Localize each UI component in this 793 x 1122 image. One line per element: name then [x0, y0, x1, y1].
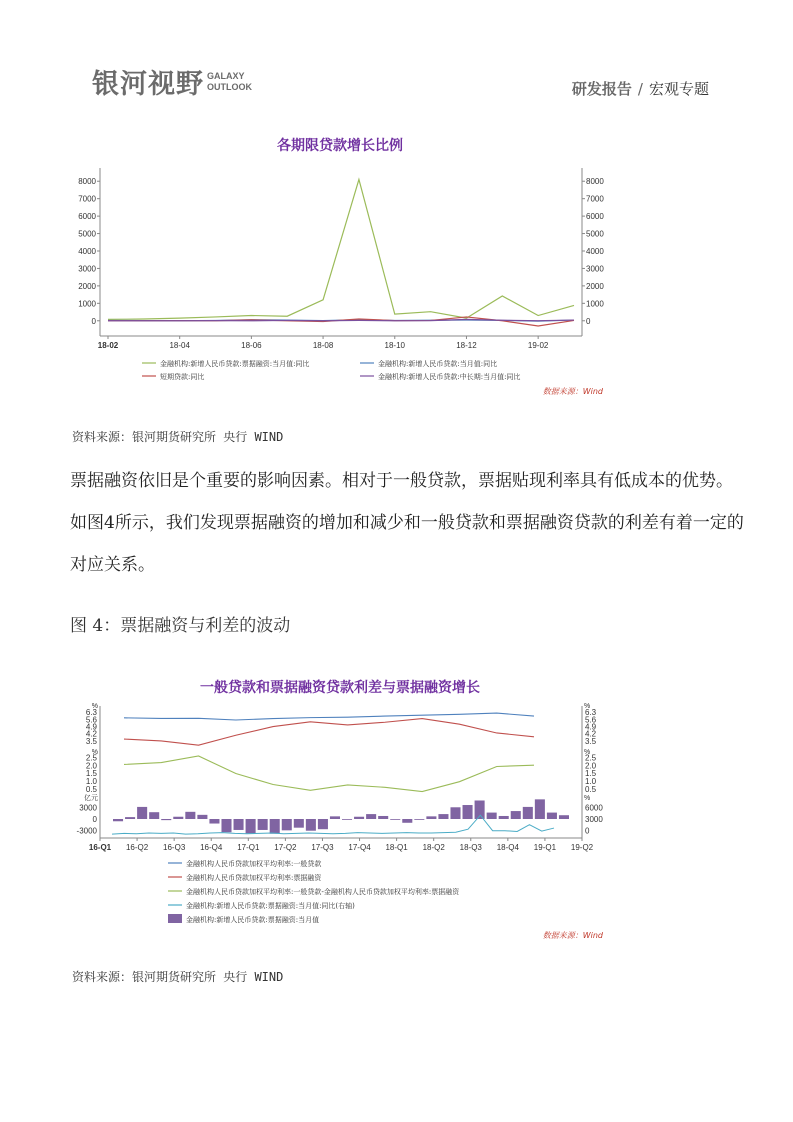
chart1-xtick-label: 18-06	[241, 341, 262, 350]
chart1-y2tick-label: 0	[586, 316, 591, 326]
chart2-legend-label: 金融机构人民币贷款加权平均利率:一般贷款-金融机构人民币贷款加权平均利率:票据融资	[186, 888, 460, 896]
chart2-mid-ytick-label: 0.5	[85, 784, 97, 794]
chart2-bar	[137, 807, 147, 819]
chart2-bar	[559, 815, 569, 819]
chart2-bar	[185, 812, 195, 819]
source-note-1: 资料来源：银河期货研究所 央行 WIND	[72, 430, 284, 444]
chart2-top-y2tick-label: 4.2	[585, 729, 597, 739]
header-slash: /	[637, 80, 643, 98]
chart2-mid-y2tick-label: 1.0	[585, 777, 597, 787]
chart2-xtick-label: 17-Q1	[237, 843, 260, 852]
chart2-mid-y2tick-label: 2.0	[585, 761, 597, 771]
chart2-bar	[438, 814, 448, 819]
chart1-ytick-label: 2000	[78, 281, 96, 291]
chart2-bar	[209, 819, 219, 824]
chart1-ytick-label: 7000	[78, 194, 96, 204]
chart1-ytick-label: 3000	[78, 264, 96, 274]
chart2-bar	[173, 817, 183, 819]
chart2-bar	[511, 811, 521, 819]
chart2-mid-unit: %	[91, 749, 98, 756]
logo-chinese-text: 银河视野	[92, 69, 204, 100]
chart2-bar	[463, 805, 473, 819]
chart1-ytick-label: 0	[91, 316, 96, 326]
chart2-bar	[366, 814, 376, 819]
chart2-svg	[70, 672, 720, 947]
chart2-bar	[234, 819, 244, 830]
chart1-legend-label: 金融机构:新增人民币贷款:票据融资:当月值:同比	[160, 360, 310, 368]
chart2-bar	[330, 816, 340, 819]
report-category: 宏观专题	[648, 80, 709, 98]
chart1-ytick-label: 6000	[78, 212, 96, 222]
chart2-bar	[342, 819, 352, 820]
chart2-bar	[282, 819, 292, 830]
chart1-ytick-label: 8000	[78, 177, 96, 187]
chart-loan-growth-by-term	[70, 128, 720, 403]
chart1-y2tick-label: 8000	[586, 177, 604, 187]
chart2-bar	[450, 807, 460, 819]
logo-en-line1: GALAXY	[207, 70, 245, 81]
chart2-mid-ytick-label: 1.5	[85, 769, 97, 779]
chart1-xtick-label: 18-02	[97, 341, 119, 350]
chart2-xtick-label: 16-Q2	[125, 843, 149, 852]
chart1-source-note: 数据来源：Wind	[542, 387, 603, 396]
chart1-series-line-0	[108, 179, 574, 319]
chart1-legend-label: 短期贷款:同比	[160, 373, 205, 381]
chart2-xtick-label: 17-Q2	[274, 843, 297, 852]
chart2-xtick-label: 18-Q4	[496, 843, 519, 852]
chart2-legend-swatch	[168, 914, 182, 923]
chart2-legend-label: 金融机构:新增人民币贷款:票据融资:当月值	[186, 916, 320, 924]
logo-en-line2: OUTLOOK	[207, 81, 252, 92]
chart2-top-ytick-label: 6.3	[85, 708, 97, 718]
chart2-bar	[270, 819, 280, 834]
chart2-bottom-right-unit: %	[584, 795, 591, 802]
chart1-title: 各期限贷款增长比例	[277, 138, 403, 154]
chart2-source-note: 数据来源：Wind	[542, 931, 603, 940]
chart2-xtick-label: 18-Q3	[459, 843, 482, 852]
chart1-y2tick-label: 3000	[586, 264, 604, 274]
chart2-bottom-ytick-label: -3000	[76, 826, 97, 836]
logo-english-text	[207, 71, 252, 93]
chart2-top-series-line-0	[124, 713, 534, 720]
chart1-legend-label: 金融机构:新增人民币贷款:当月值:同比	[378, 360, 498, 368]
report-header	[572, 78, 709, 99]
chart1-xtick-label: 18-04	[169, 341, 190, 350]
chart2-top-y2tick-label: 3.5	[585, 736, 597, 746]
chart2-top-ytick-label: 4.2	[85, 729, 97, 739]
chart2-bar	[426, 816, 436, 819]
chart2-bar	[294, 819, 304, 828]
chart2-legend-label: 金融机构:新增人民币贷款:票据融资:当月值:同比(右轴)	[186, 902, 355, 910]
chart2-xtick-label: 19-Q2	[570, 843, 594, 852]
chart2-bar	[547, 813, 557, 819]
chart2-bar	[499, 816, 509, 819]
chart2-bar	[354, 817, 364, 819]
chart2-legend-label: 金融机构人民币贷款加权平均利率:一般贷款	[186, 860, 322, 868]
chart2-top-series-line-1	[124, 719, 534, 746]
chart1-y2tick-label: 4000	[586, 247, 604, 256]
chart2-bar	[535, 799, 545, 819]
chart1-y2tick-label: 7000	[586, 194, 604, 204]
chart2-bar	[221, 819, 231, 832]
chart2-bar	[414, 819, 424, 820]
body-paragraph: 票据融资依旧是个重要的影响因素。相对于一般贷款，票据贴现利率具有低成本的优势。如图4所示，我们发现票据融资的增加和减少和一般贷款和票据融资贷款的利差有着一定的对应关系。	[70, 471, 744, 575]
chart2-xtick-label: 18-Q2	[422, 843, 445, 852]
figure4-title: 图 4：票据融资与利差的波动	[70, 616, 291, 636]
chart2-bottom-y2tick-label: 3000	[585, 815, 603, 824]
chart2-bar	[402, 819, 412, 823]
chart2-bottom-left-unit: 亿元	[84, 794, 98, 802]
chart1-xtick-label: 18-10	[384, 341, 406, 350]
chart2-bar	[318, 819, 328, 829]
report-type: 研发报告	[571, 80, 632, 98]
chart2-title: 一般贷款和票据融资贷款利差与票据融资增长	[200, 680, 480, 696]
chart2-bar	[197, 815, 207, 819]
chart2-top-unit: %	[91, 703, 98, 710]
chart2-mid-unit-right: %	[584, 749, 591, 756]
chart2-bar	[487, 813, 497, 819]
chart2-top-y2tick-label: 6.3	[585, 708, 597, 718]
chart2-bar	[149, 812, 159, 819]
chart2-bar	[161, 819, 171, 820]
chart2-xtick-label: 17-Q4	[348, 843, 371, 852]
chart1-y2tick-label: 2000	[586, 281, 604, 291]
chart2-mid-y2tick-label: 2.5	[585, 753, 597, 763]
chart2-mid-series-line-0	[124, 756, 534, 792]
chart2-top-y2tick-label: 4.9	[585, 722, 597, 732]
chart1-xtick-label: 18-08	[312, 341, 334, 350]
chart1-ytick-label: 5000	[78, 229, 96, 239]
chart1-xtick-label: 19-02	[527, 341, 549, 350]
chart2-bar	[125, 817, 135, 819]
chart2-mid-ytick-label: 1.0	[85, 777, 97, 787]
chart2-bar	[390, 819, 400, 820]
chart1-y2tick-label: 1000	[586, 299, 604, 309]
chart2-bottom-y2tick-label: 0	[585, 826, 590, 836]
chart2-xtick-label: 16-Q4	[200, 843, 223, 852]
chart2-bar	[113, 819, 123, 821]
chart2-bottom-ytick-label: 3000	[79, 803, 97, 813]
galaxy-outlook-logo	[92, 62, 252, 101]
chart2-legend-label: 金融机构人民币贷款加权平均利率:票据融资	[186, 874, 322, 882]
chart1-y2tick-label: 6000	[586, 212, 604, 222]
chart2-xtick-label: 16-Q3	[163, 843, 186, 852]
chart2-bottom-ytick-label: 0	[92, 815, 97, 824]
chart2-xtick-label: 19-Q1	[533, 843, 557, 852]
chart2-top-unit-right: %	[584, 703, 591, 710]
chart2-top-ytick-label: 3.5	[85, 736, 97, 746]
chart2-top-y2tick-label: 5.6	[585, 715, 597, 725]
chart2-bar	[258, 819, 268, 830]
chart2-bar	[378, 816, 388, 819]
chart1-ytick-label: 1000	[78, 299, 96, 309]
chart2-bar	[306, 819, 316, 831]
chart2-bottom-y2tick-label: 6000	[585, 803, 603, 813]
source-note-2: 资料来源：银河期货研究所 央行 WIND	[72, 970, 284, 984]
chart2-bar	[523, 807, 533, 819]
chart2-mid-y2tick-label: 0.5	[585, 784, 597, 794]
chart1-xtick-label: 18-12	[456, 341, 477, 350]
chart2-mid-y2tick-label: 1.5	[585, 769, 597, 779]
chart1-svg	[70, 128, 720, 403]
chart2-mid-ytick-label: 2.0	[85, 761, 97, 771]
chart1-y2tick-label: 5000	[586, 229, 604, 239]
chart2-top-ytick-label: 5.6	[85, 715, 97, 725]
chart2-mid-ytick-label: 2.5	[85, 753, 97, 763]
chart1-legend-label: 金融机构:新增人民币贷款:中长期:当月值:同比	[378, 373, 521, 381]
chart2-xtick-label: 18-Q1	[385, 843, 408, 852]
chart2-xtick-label: 17-Q3	[311, 843, 334, 852]
chart-spread-and-bill-financing	[70, 672, 720, 947]
chart2-xtick-label: 16-Q1	[88, 843, 112, 852]
chart2-bar	[246, 819, 256, 833]
chart1-ytick-label: 4000	[78, 247, 96, 256]
chart2-top-ytick-label: 4.9	[85, 722, 97, 732]
